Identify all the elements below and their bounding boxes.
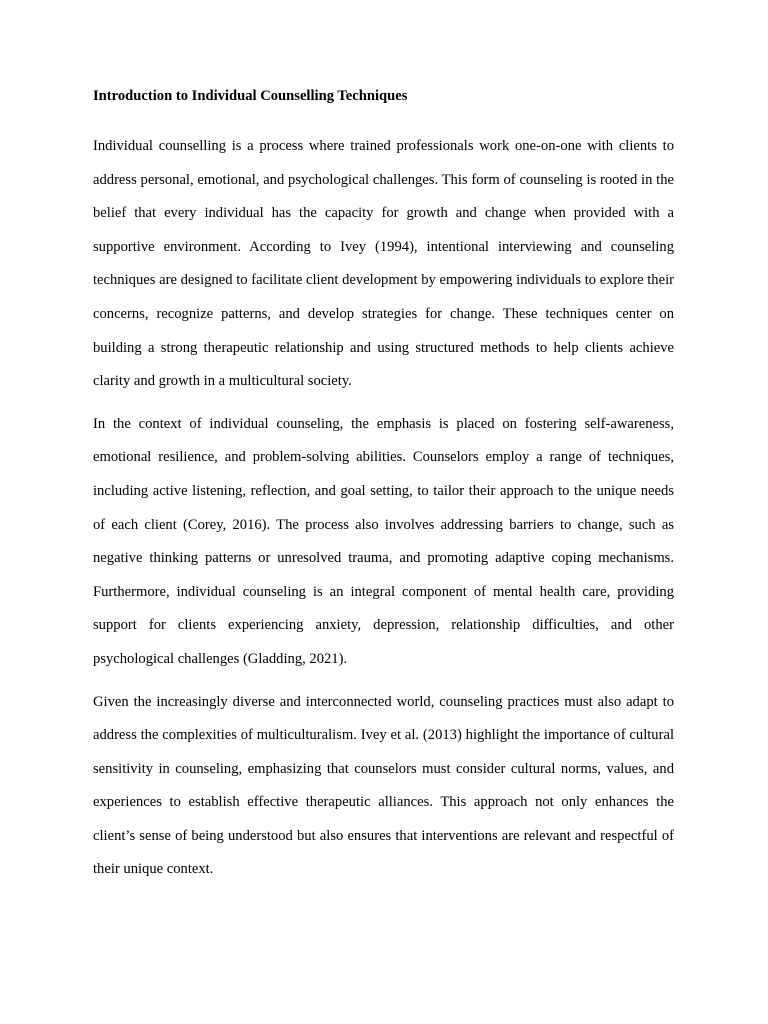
document-title: Introduction to Individual Counselling Techniques bbox=[93, 88, 408, 104]
paragraph-3: Given the increasingly diverse and interconnected world, counseling practices must also adapt to address the complexities of multiculturalism. Ivey et al. (2013) highlight the importance of cultural sensitivity in counseling, emphasizing that counselors must consider cultural norms, values, and experiences to establish effective therapeutic alliances. This approach not only enhances the client’s sense of being understood but also ensures that interventions are relevant and respectful of their unique context. bbox=[93, 693, 674, 878]
paragraph-2: In the context of individual counseling, the emphasis is placed on fostering self-awareness, emotional resilience, and problem-solving abilities. Counselors employ a range of techniques, including active listening, reflection, and goal setting, to tailor their approach to the unique needs of each client (Corey, 2016). The process also involves addressing barriers to change, such as negative thinking patterns or unresolved trauma, and promoting adaptive coping mechanisms. Furthermore, individual counseling is an integral component of mental health care, providing support for clients experiencing anxiety, depression, relationship difficulties, and other psychological challenges (Gladding, 2021). bbox=[93, 415, 674, 667]
document-body bbox=[93, 86, 674, 896]
paragraph-1: Individual counselling is a process where trained professionals work one-on-one with clients to address personal, emotional, and psychological challenges. This form of counseling is rooted in the belief that every individual has the capacity for growth and change when provided with a supportive environment. According to Ivey (1994), intentional interviewing and counseling techniques are designed to facilitate client development by empowering individuals to explore their concerns, recognize patterns, and develop strategies for change. These techniques center on building a strong therapeutic relationship and using structured methods to help clients achieve clarity and growth in a multicultural society. bbox=[93, 138, 674, 390]
